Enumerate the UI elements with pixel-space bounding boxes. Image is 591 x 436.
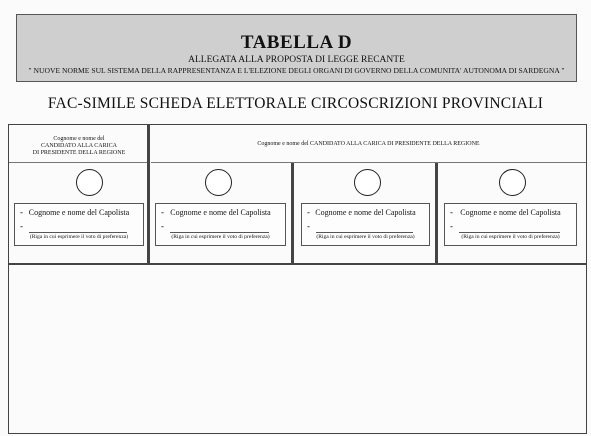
president-header-line2: CANDIDATO ALLA CARICA [41, 143, 117, 149]
capolista-name: Cognome e nome del Capolista [28, 208, 130, 217]
capolista-box[interactable] [14, 203, 144, 246]
table-title: TABELLA D [240, 32, 353, 53]
president-candidate-header [9, 125, 149, 163]
column-divider [147, 125, 150, 265]
capolista-box[interactable] [444, 203, 577, 246]
president-header-line1: Cognome e nome del [53, 136, 105, 142]
dash-marker: - [307, 221, 310, 231]
ballot-form [8, 124, 587, 434]
preference-line[interactable] [459, 232, 560, 233]
coalition-header: Cognome e nome del CANDIDATO ALLA CARICA DI PRESIDENTE DELLA REGIONE [151, 125, 586, 163]
capolista-box[interactable] [155, 203, 286, 246]
preference-note: (Riga in cui esprimere il voto di preferenza) [171, 234, 270, 240]
dash-marker: - [161, 207, 164, 217]
preference-note: (Riga in cui esprimere il voto di preferenza) [29, 234, 129, 240]
subtitle-attached: ALLEGATA ALLA PROPOSTA DI LEGGE RECANTE [188, 55, 405, 65]
page-title: FAC-SIMILE SCHEDA ELETTORALE CIRCOSCRIZIONI PROVINCIALI [47, 95, 544, 112]
preference-line[interactable] [316, 232, 413, 233]
capolista-name: Cognome e nome del Capolista [315, 208, 416, 217]
candidates-band [9, 125, 586, 265]
dash-marker: - [161, 221, 164, 231]
subtitle-law-name: " NUOVE NORME SUL SISTEMA DELLA RAPPRESENTANZA E L'ELEZIONE DEGLI ORGANI DI GOVERNO DELLA COMUNITA' AUTONOMA DI SARDEGNA " [28, 66, 565, 75]
column-divider [291, 163, 294, 265]
preference-note: (Riga in cui esprimere il voto di preferenza) [461, 234, 560, 240]
capolista-box[interactable] [301, 203, 430, 246]
preference-note: (Riga in cui esprimere il voto di preferenza) [316, 234, 415, 240]
capolista-name: Cognome e nome del Capolista [170, 208, 271, 217]
header-banner [16, 14, 577, 82]
list-symbol-circle[interactable] [499, 169, 526, 196]
list-symbol-circle[interactable] [76, 169, 103, 196]
list-symbol-circle[interactable] [354, 169, 381, 196]
dash-marker: - [450, 221, 453, 231]
list-symbol-circle[interactable] [205, 169, 232, 196]
dash-marker: - [20, 207, 23, 217]
dash-marker: - [450, 207, 453, 217]
preference-line[interactable] [29, 232, 127, 233]
dash-marker: - [20, 221, 23, 231]
capolista-name: Cognome e nome del Capolista [460, 208, 561, 217]
president-header-line3: DI PRESIDENTE DELLA REGIONE [32, 150, 126, 156]
column-divider [435, 163, 438, 265]
preference-line[interactable] [170, 232, 269, 233]
dash-marker: - [307, 207, 310, 217]
